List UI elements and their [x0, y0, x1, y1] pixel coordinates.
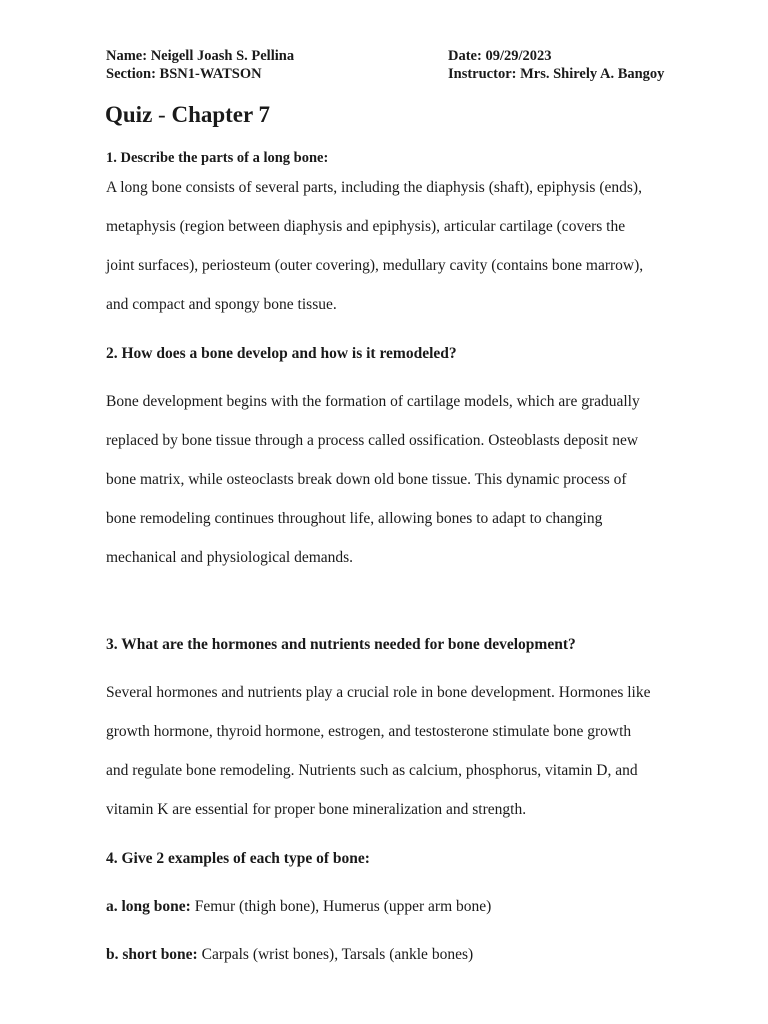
quiz-info — [448, 47, 664, 83]
page-title — [105, 100, 270, 130]
answer-line: metaphysis (region between diaphysis and epiphysis), articular cartilage (covers the — [106, 218, 626, 235]
answer-line: vitamin K are essential for proper bone mineralization and strength. — [106, 801, 527, 818]
title-chapter: Chapter 7 — [171, 102, 271, 127]
answer-line: mechanical and physiological demands. — [106, 549, 354, 566]
answer-line: Bone development begins with the formation of cartilage models, which are gradually — [106, 393, 640, 410]
answer-2 — [106, 392, 706, 587]
bone-type-long — [106, 897, 491, 917]
answer-line: growth hormone, thyroid hormone, estrogen, and testosterone stimulate bone growth — [106, 723, 632, 740]
question-2: 2. How does a bone develop and how is it remodeled? — [106, 345, 457, 362]
bone-type-label: a. long bone: — [106, 898, 191, 915]
answer-line: Several hormones and nutrients play a crucial role in bone development. Hormones like — [106, 684, 651, 701]
question-3: 3. What are the hormones and nutrients needed for bone development? — [106, 636, 576, 653]
question-1: 1. Describe the parts of a long bone: — [106, 150, 329, 166]
bone-type-short — [106, 945, 473, 965]
answer-3 — [106, 683, 706, 839]
title-quiz: Quiz — [105, 102, 153, 127]
bone-type-examples: Femur (thigh bone), Humerus (upper arm bone) — [190, 898, 492, 915]
student-name: Name: Neigell Joash S. Pellina — [106, 48, 295, 64]
bone-type-examples: Carpals (wrist bones), Tarsals (ankle bones) — [197, 946, 474, 963]
bone-type-label: b. short bone: — [106, 946, 198, 963]
answer-line: and regulate bone remodeling. Nutrients such as calcium, phosphorus, vitamin D, and — [106, 762, 638, 779]
student-section: Section: BSN1-WATSON — [106, 66, 262, 82]
answer-line: replaced by bone tissue through a process called ossification. Osteoblasts deposit new — [106, 432, 639, 449]
question-4: 4. Give 2 examples of each type of bone: — [106, 850, 370, 867]
title-dash: - — [152, 102, 172, 127]
instructor-name: Instructor: Mrs. Shirely A. Bangoy — [448, 66, 665, 82]
answer-line: A long bone consists of several parts, including the diaphysis (shaft), epiphysis (ends), — [106, 179, 642, 196]
answer-line: and compact and spongy bone tissue. — [106, 296, 337, 313]
answer-line: joint surfaces), periosteum (outer covering), medullary cavity (contains bone marrow), — [106, 257, 644, 274]
answer-line: bone remodeling continues throughout life, allowing bones to adapt to changing — [106, 510, 603, 527]
quiz-date: Date: 09/29/2023 — [448, 48, 552, 64]
answer-1 — [106, 178, 706, 334]
student-info — [106, 47, 294, 83]
answer-line: bone matrix, while osteoclasts break down old bone tissue. This dynamic process of — [106, 471, 627, 488]
